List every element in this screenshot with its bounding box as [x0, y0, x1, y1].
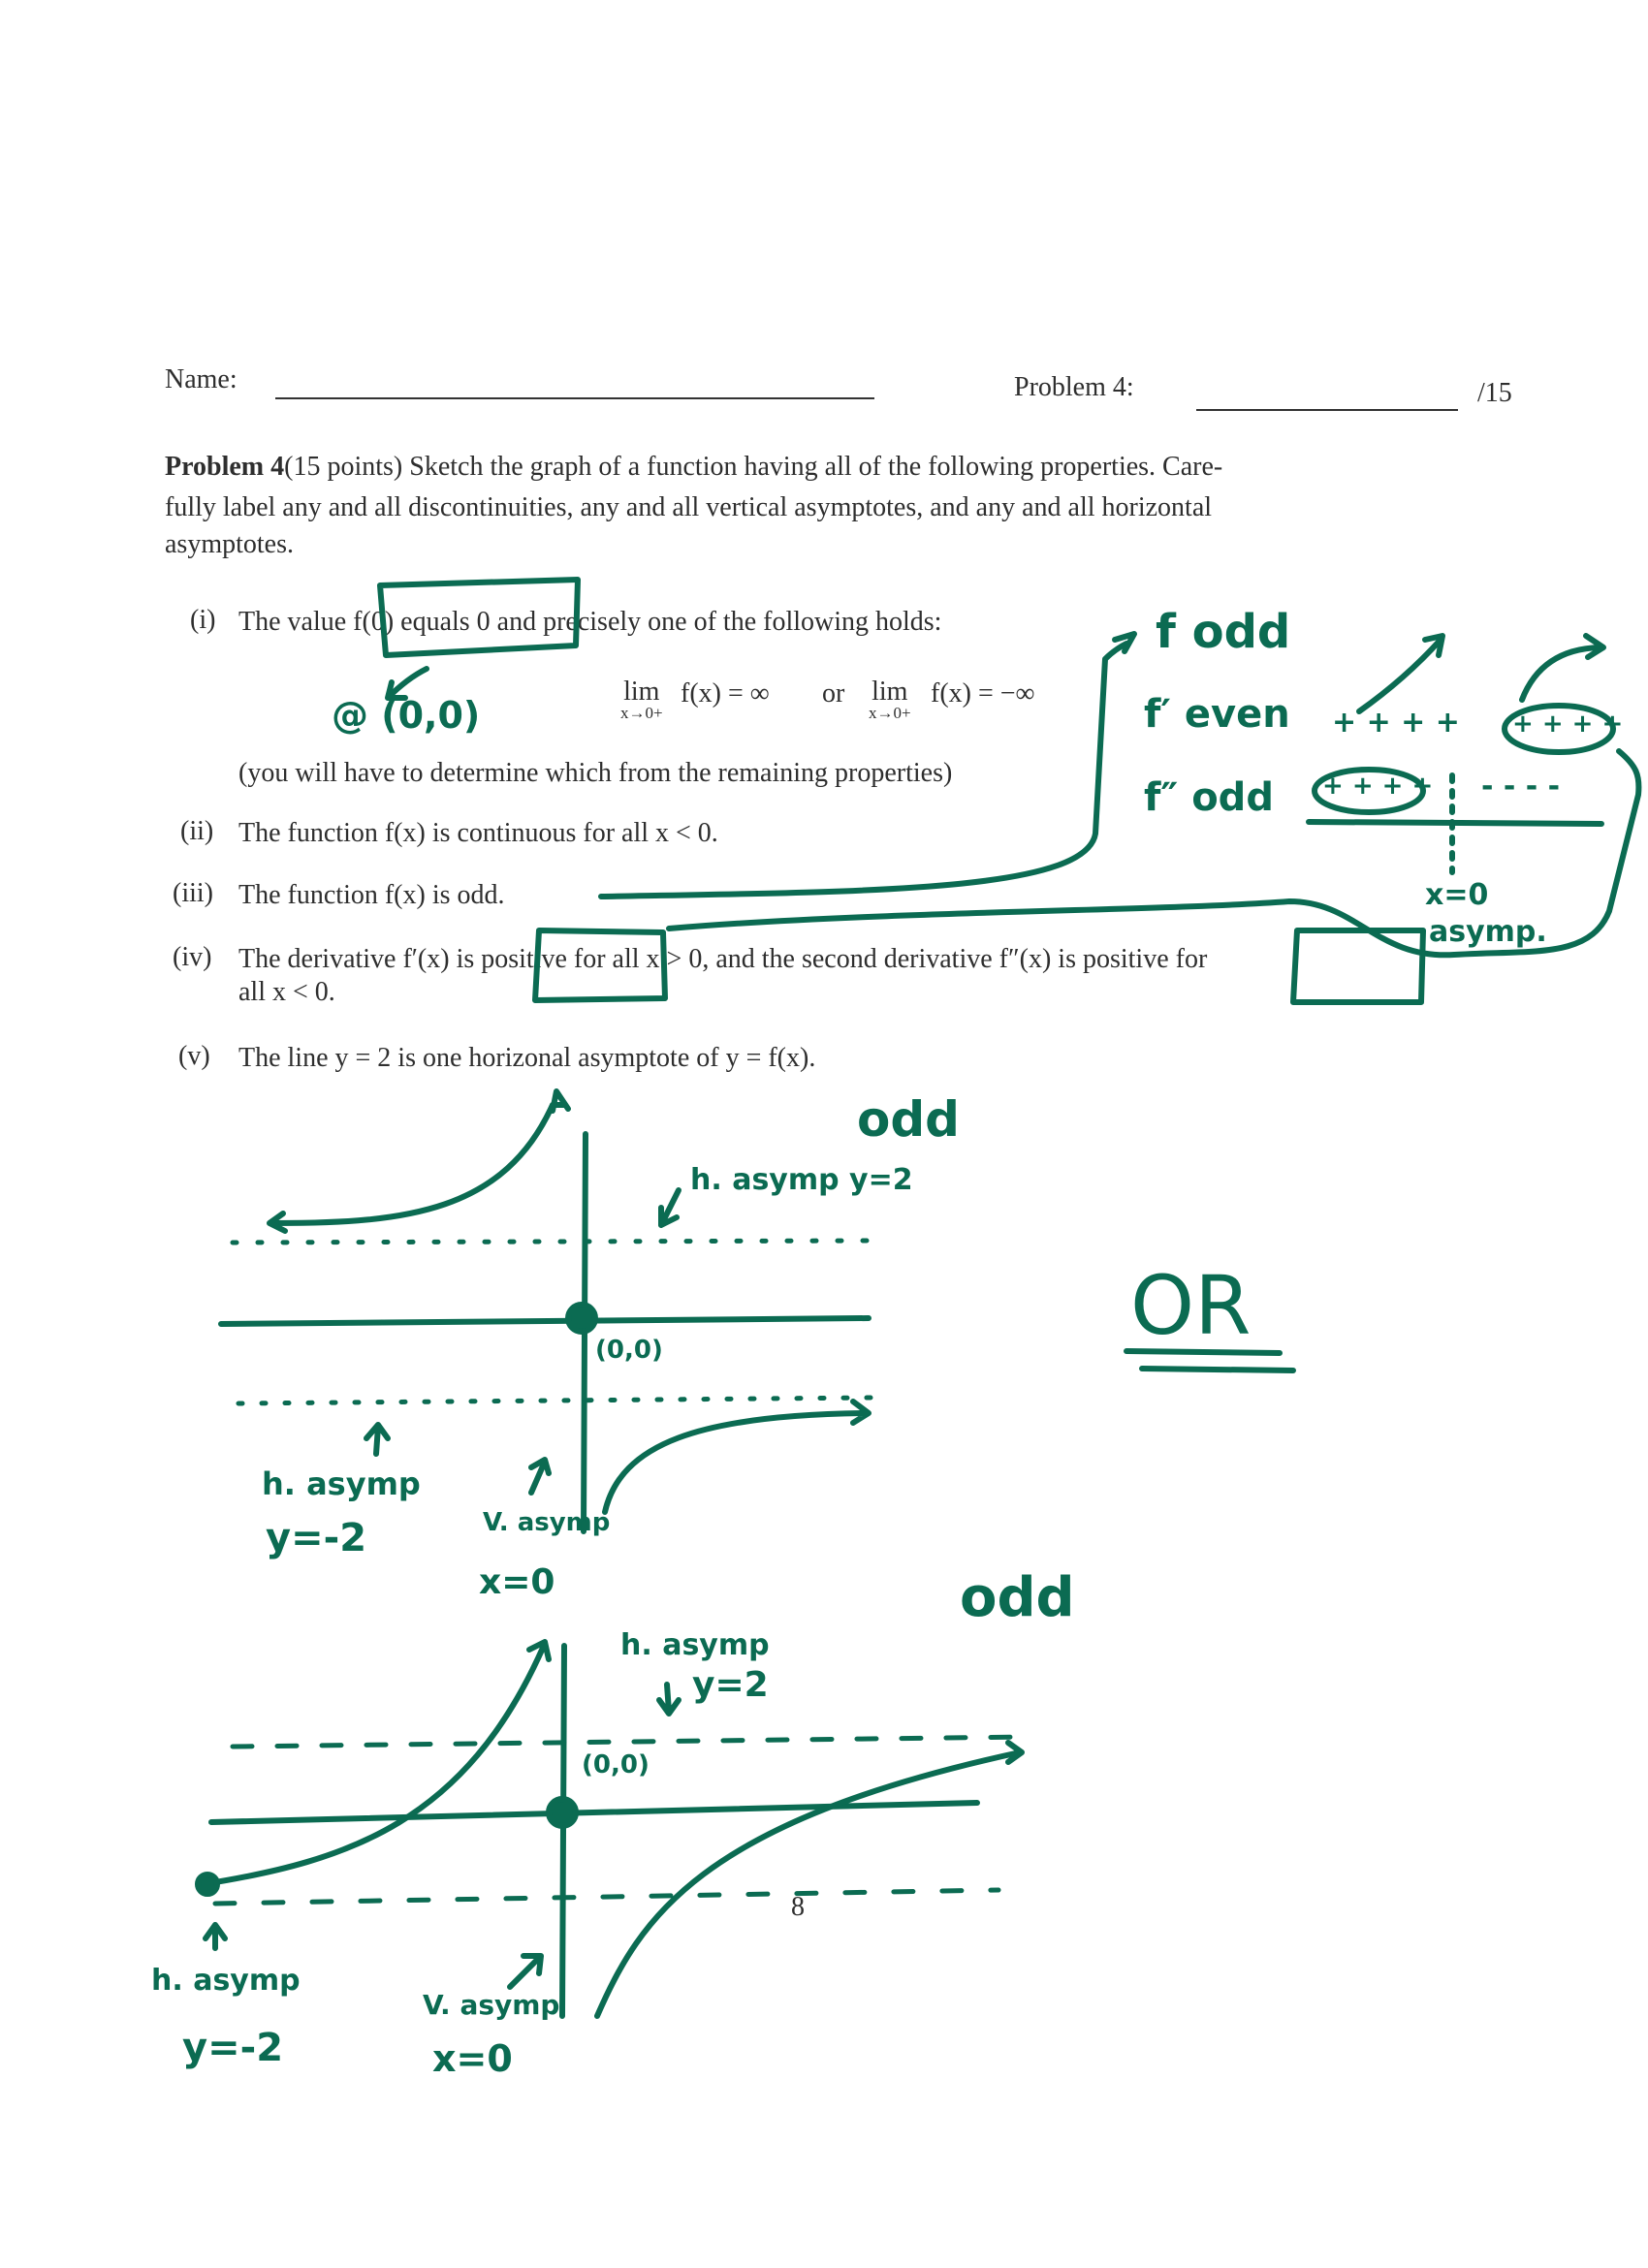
brace-odd [601, 644, 1126, 897]
g2-x-axis [211, 1803, 977, 1822]
g1-h-bottom [238, 1398, 872, 1403]
g2-y-axis [562, 1646, 564, 2016]
limit-2-sub: x→0+ [869, 704, 911, 722]
or-underline-2 [1142, 1369, 1293, 1370]
cond-ii-text: The function f(x) is continuous for all x < 0. [238, 818, 718, 848]
g1-v-eq: x=0 [479, 1562, 555, 1602]
g1-origin-label: (0,0) [595, 1336, 663, 1365]
g2-h-top [233, 1737, 1028, 1747]
cond-v-text: The line y = 2 is one horizonal asymptote of y = f(x). [238, 1043, 816, 1073]
plus-circled-left: + + + + [1322, 772, 1434, 801]
g2-h-bottom-label: h. asymp [151, 1964, 301, 1998]
g1-h-bottom-eq: y=-2 [266, 1516, 367, 1560]
point-annotation: @ (0,0) [332, 694, 481, 737]
arrow-up-1 [1359, 636, 1442, 711]
box-positive-1 [535, 930, 665, 1000]
g2-origin-label: (0,0) [582, 1750, 650, 1780]
or-word: or [822, 678, 845, 709]
g1-x-axis [221, 1318, 869, 1324]
cond-iv-text: The derivative f′(x) is positive for all x > 0, and the second derivative f″(x) is positive for [238, 944, 1208, 974]
cond-iv-num: (iv) [173, 942, 212, 972]
g1-curve-right [605, 1402, 869, 1512]
cond-ii-num: (ii) [180, 816, 214, 846]
cond-i-note: (you will have to determine which from the remaining properties) [238, 758, 953, 788]
cond-i-num: (i) [190, 605, 216, 635]
g2-v-eq: x=0 [432, 2037, 513, 2080]
g2-arrow-v [510, 1956, 541, 1987]
cond-iii-text: The function f(x) is odd. [238, 880, 505, 910]
g1-h-top-label: h. asymp y=2 [690, 1163, 913, 1197]
limit-2-rhs: f(x) = −∞ [931, 678, 1035, 709]
g1-arrow-v [531, 1460, 549, 1493]
cond-i-text: The value f(0) equals 0 and precisely one of the following holds: [238, 607, 942, 637]
g2-curve-right [597, 1743, 1022, 2016]
score-total: /15 [1477, 378, 1512, 408]
problem-line-3: asymptotes. [165, 529, 294, 559]
name-label: Name: [165, 364, 238, 394]
problem-line-1-text: Sketch the graph of a function having all of the following properties. Care- [409, 452, 1223, 482]
problem-title: Problem 4 [165, 452, 285, 482]
x0-note: x=0 [1425, 878, 1489, 912]
problem-line-2: fully label any and all discontinuities, any and all vertical asymptotes, and any and all horizontal [165, 492, 1213, 522]
g2-h-bottom [215, 1890, 998, 1904]
odd-label-1: odd [857, 1091, 960, 1148]
g1-h-bottom-label: h. asymp [262, 1465, 421, 1502]
g1-arrow-h-top [661, 1190, 679, 1225]
limit-1-sub: x→0+ [620, 704, 663, 722]
cond-iii-num: (iii) [173, 878, 213, 908]
or-big: OR [1130, 1258, 1252, 1353]
plus-row: + + + + [1332, 706, 1460, 740]
g1-h-top [233, 1241, 872, 1243]
g1-origin-dot [568, 1305, 595, 1332]
asymp-note: asymp. [1429, 915, 1547, 949]
g2-curve-left [204, 1642, 549, 1884]
problem-label: Problem 4: [1014, 372, 1134, 402]
g1-arrow-h-bottom [366, 1425, 388, 1454]
g1-v-label: V. asymp [483, 1508, 611, 1537]
g2-left-end-dot [198, 1874, 217, 1894]
minus-row: - - - - [1481, 770, 1561, 803]
cond-iv-text-2: all x < 0. [238, 977, 335, 1007]
plus-circled: + + + + [1512, 709, 1624, 739]
arrow-up-2 [1522, 636, 1603, 700]
limit-1-word: lim [623, 677, 660, 707]
g2-h-top-label: h. asymp [620, 1628, 770, 1662]
f-odd-note: f odd [1156, 605, 1291, 659]
fpp-odd-note: f″ odd [1144, 775, 1274, 820]
cond-v-num: (v) [178, 1041, 210, 1071]
page-number: 8 [791, 1892, 805, 1922]
problem-points: (15 points) [284, 452, 403, 482]
g2-h-top-eq: y=2 [692, 1665, 769, 1705]
limit-2-word: lim [872, 677, 908, 707]
g2-arrow-h-bottom [206, 1925, 225, 1948]
odd-label-2: odd [960, 1566, 1075, 1629]
box-positive-2 [1293, 930, 1423, 1002]
g2-arrow-h-top [659, 1685, 679, 1714]
fprime-even-note: f′ even [1144, 692, 1290, 737]
g2-v-label: V. asymp [423, 1989, 560, 2021]
limit-1-rhs: f(x) = ∞ [681, 678, 770, 709]
g2-origin-dot [549, 1799, 576, 1826]
g2-h-bottom-eq: y=-2 [182, 2026, 284, 2070]
box-f0 [380, 580, 578, 655]
g1-curve-left [275, 1091, 568, 1223]
